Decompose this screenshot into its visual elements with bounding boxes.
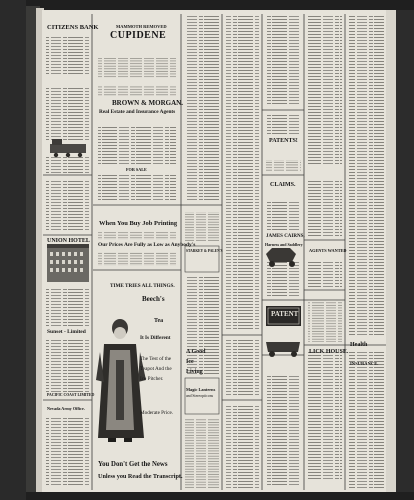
time-tries-heading: TIME TRIES ALL THINGS.: [110, 283, 175, 289]
beechs-heading: Beech's: [142, 295, 165, 303]
read-transcript-heading: Unless you Read the Transcript.: [98, 473, 183, 480]
lick-house-heading: LICK HOUSE.: [309, 349, 349, 355]
hotel-engraving: [47, 244, 89, 282]
starkey-palen-heading: STARKEY & PALEN'S: [186, 249, 223, 253]
citizens-bank-heading: CITIZENS BANK: [47, 24, 99, 31]
pacific-coast-limited-heading: PACIFIC COAST LIMITED: [47, 393, 95, 397]
tea-heading: Tea: [154, 318, 164, 324]
harness-saddlery-heading: Harness and Saddlery: [265, 242, 303, 247]
union-hotel-heading: UNION HOTEL: [47, 238, 90, 244]
agents-wanted-heading: AGENTS WANTED: [309, 248, 347, 253]
claims-heading: CLAIMS.: [270, 182, 296, 188]
dont-get-news-heading: You Don't Get the News: [98, 461, 168, 468]
ice-heading: Ice: [186, 359, 194, 365]
mammoth-removed-heading: MAMMOTH REMOVED: [116, 24, 167, 29]
nevada-army-heading: Nevada Army Office.: [47, 406, 85, 411]
test-of-time-line: The Test of the: [140, 356, 172, 362]
patent-box-label: PATENT: [271, 310, 299, 318]
insurance-heading: INSURANCE.: [350, 361, 379, 366]
low-prices-heading: Our Prices Are Fully as Low as Anybody's: [98, 242, 196, 248]
pitcher-line: Ice Pitcher.: [140, 376, 164, 382]
patents-heading: PATENTS!: [269, 138, 298, 144]
real-estate-heading: Real Estate and Insurance Agents: [99, 109, 176, 115]
cupidene-heading: CUPIDENE: [110, 30, 167, 41]
moderate-price-line: Moderate Price.: [140, 410, 174, 416]
brown-morgan-heading: BROWN & MORGAN.: [112, 99, 183, 107]
living-heading: Living: [186, 369, 203, 375]
health-heading: Health: [350, 342, 368, 348]
good-heading: A Good: [186, 349, 206, 355]
for-sale-heading: FOR SALE: [126, 167, 147, 172]
magic-lanterns-heading: Magic Lanterns: [186, 387, 216, 392]
sunset-limited-heading: Sunset - Limited: [47, 329, 86, 335]
it-is-different-heading: It Is Different: [140, 335, 171, 341]
teapot-line: Teapot And the: [140, 366, 172, 372]
job-printing-heading: When You Buy Job Printing: [99, 220, 178, 227]
stereopticons-heading: and Stereopticons: [186, 394, 214, 398]
james-cairns-heading: JAMES CAIRNS,: [266, 234, 305, 239]
